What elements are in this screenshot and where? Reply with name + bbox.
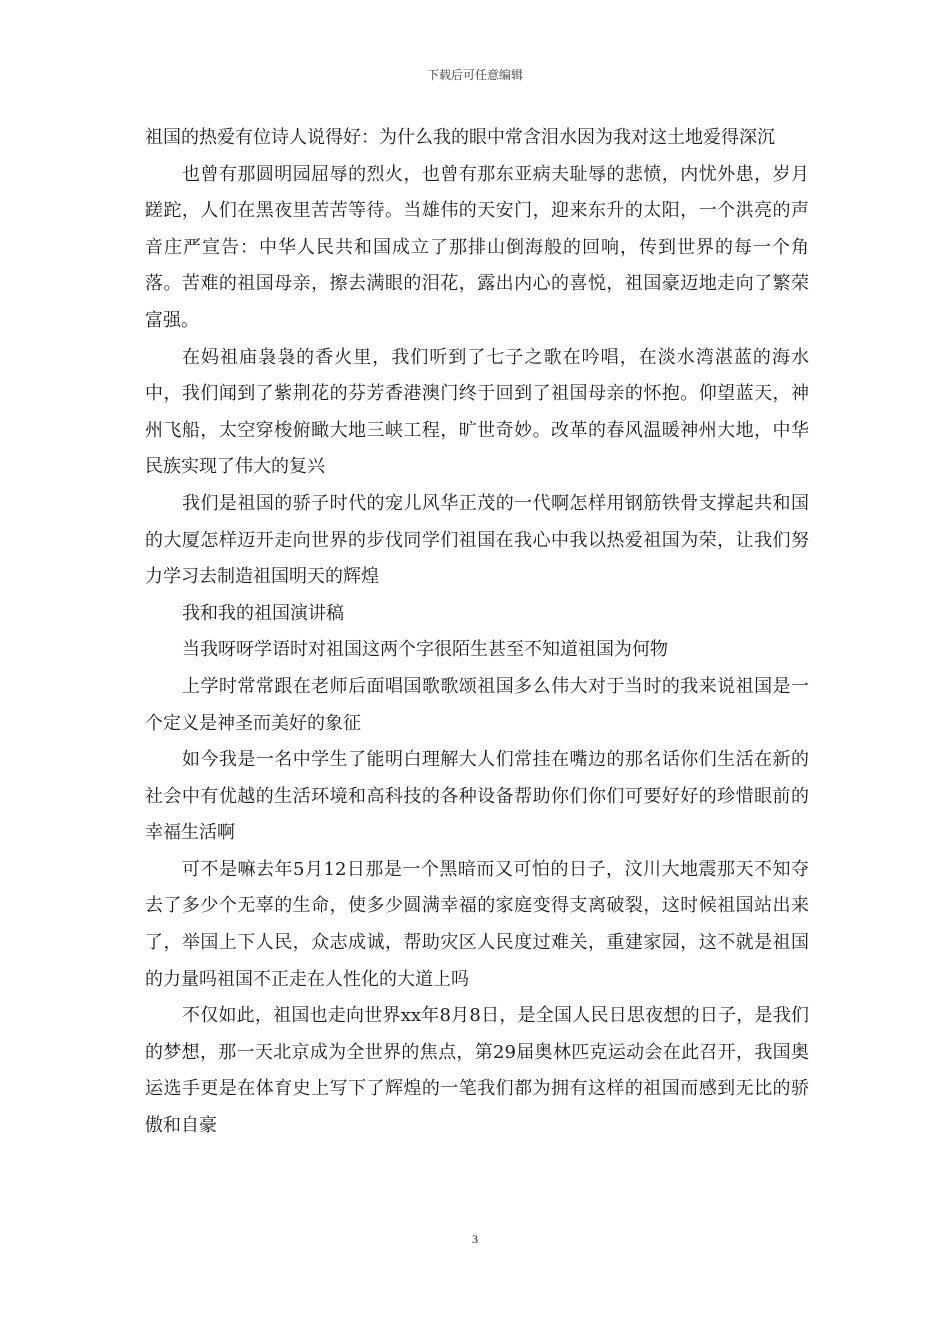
paragraph: 当我呀呀学语时对祖国这两个字很陌生甚至不知道祖国为何物: [182, 639, 668, 661]
section-heading: 我和我的祖国演讲稿: [182, 602, 344, 624]
paragraph: 可不是嘛去年5月12日那是一个黑暗而又可怕的日子，汶川大地震那天不知夺去了多少个无辜的生命，使多少圆满幸福的家庭变得支离破裂，这时候祖国站出来了，举国上下人民，众志成诚，帮助灾区人民度过难关，重建家园，这不就是祖国的力量吗祖国不正走在人性化的大道上吗: [145, 858, 809, 990]
paragraph: 不仅如此，祖国也走向世界xx年8月8日，是全国人民日思夜想的日子，是我们的梦想，那一天北京成为全世界的焦点，第29届奥林匹克运动会在此召开，我国奥运选手更是在体育史上写下了辉煌的一笔我们都为拥有这样的祖国而感到无比的骄傲和自豪: [145, 1005, 809, 1137]
paragraph: 我们是祖国的骄子时代的宠儿风华正茂的一代啊怎样用钢筋铁骨支撑起共和国的大厦怎样迈开走向世界的步伐同学们祖国在我心中我以热爱祖国为荣，让我们努力学习去制造祖国明天的辉煌: [145, 492, 809, 588]
paragraph: 如今我是一名中学生了能明白理解大人们常挂在嘴边的那名话你们生活在新的社会中有优越的生活环境和高科技的各种设备帮助你们你们可要好好的珍惜眼前的幸福生活啊: [145, 749, 809, 844]
paragraph: 在妈祖庙袅袅的香火里，我们听到了七子之歌在吟唱，在淡水湾湛蓝的海水中，我们闻到了紫荆花的芬芳香港澳门终于回到了祖国母亲的怀抱。仰望蓝天，神州飞船，太空穿梭俯瞰大地三峡工程，旷世奇妙。改革的春风温暖神州大地，中华民族实现了伟大的复兴: [145, 346, 809, 478]
document-body: [145, 120, 809, 1145]
paragraph: 祖国的热爱有位诗人说得好：为什么我的眼中常含泪水因为我对这土地爱得深沉: [145, 127, 775, 148]
page-number: 3: [472, 1232, 478, 1246]
page-header: 下载后可任意编辑: [426, 68, 523, 82]
paragraph: 上学时常常跟在老师后面唱国歌歌颂祖国多么伟大对于当时的我来说祖国是一个定义是神圣而美好的象征: [145, 675, 809, 734]
paragraph: 也曾有那圆明园屈辱的烈火，也曾有那东亚病夫耻辱的悲愤，内忧外患，岁月蹉跎，人们在黑夜里苦苦等待。当雄伟的天安门，迎来东升的太阳，一个洪亮的声音庄严宣告：中华人民共和国成立了那排山倒海般的回响，传到世界的每一个角落。苦难的祖国母亲，擦去满眼的泪花，露出内心的喜悦，祖国豪迈地走向了繁荣富强。: [145, 163, 809, 331]
